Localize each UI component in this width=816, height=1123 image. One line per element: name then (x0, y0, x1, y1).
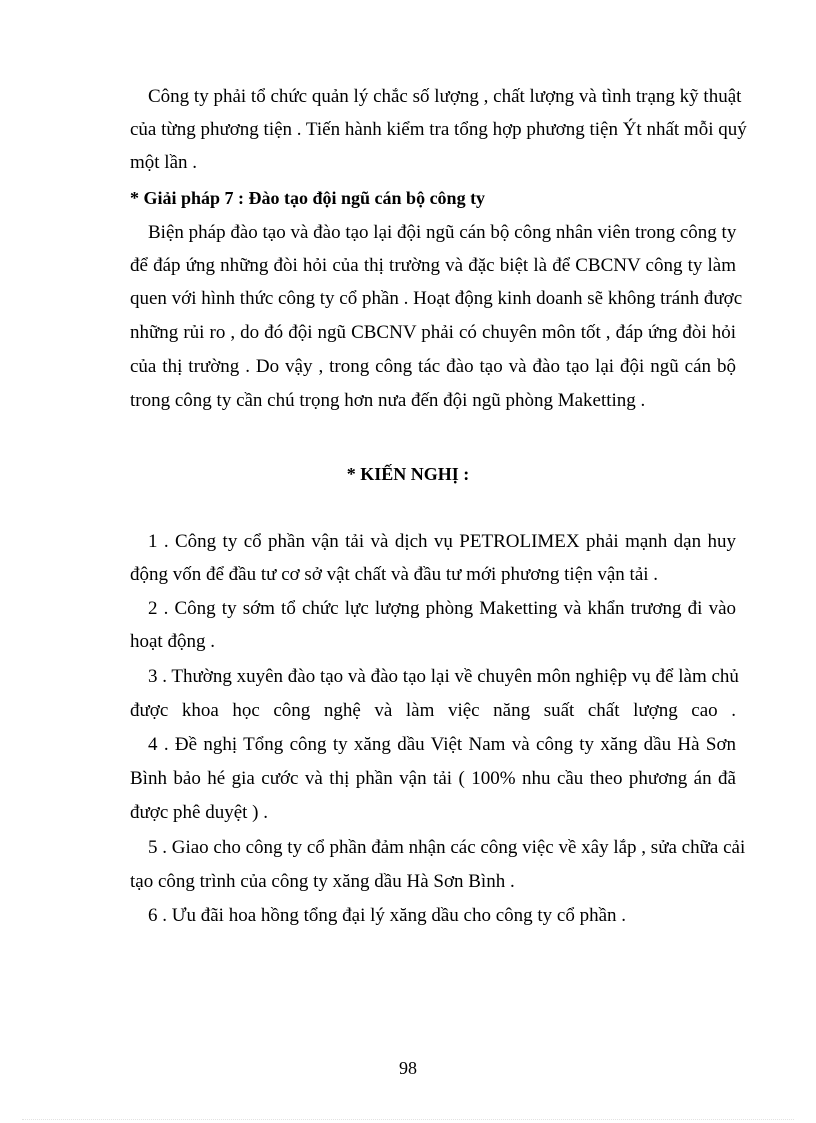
page-bottom-edge (22, 1119, 794, 1120)
recommendation-line: 6 . Ưu đãi hoa hồng tổng đại lý xăng dầu cho công ty cổ phần . (148, 905, 627, 926)
solution-heading: * Giải pháp 7 : Đào tạo đội ngũ cán bộ công ty (130, 188, 486, 208)
paragraph-line: của từng phương tiện . Tiến hành kiểm tra tổng hợp phương tiện Ýt nhất mỗi quý (130, 119, 747, 140)
recommendation-line: 5 . Giao cho công ty cổ phần đảm nhận các công việc về xây lắp , sửa chữa cải (148, 837, 746, 858)
recommendation-line: hoạt động . (130, 631, 215, 652)
page-number: 98 (399, 1058, 417, 1078)
paragraph-line: những rủi ro , do đó đội ngũ CBCNV phải có chuyên môn tốt , đáp ứng đòi hỏi (130, 322, 736, 343)
recommendation-line: 4 . Đề nghị Tổng công ty xăng dầu Việt Nam và công ty xăng dầu Hà Sơn (148, 734, 736, 755)
paragraph-line: Công ty phải tổ chức quản lý chắc số lượng , chất lượng và tình trạng kỹ thuật (148, 86, 742, 107)
paragraph-line: Biện pháp đào tạo và đào tạo lại đội ngũ cán bộ công nhân viên trong công ty (148, 222, 737, 243)
recommendation-line: động vốn để đầu tư cơ sở vật chất và đầu tư mới phương tiện vận tải . (130, 564, 659, 585)
recommendation-line: 1 . Công ty cổ phần vận tải và dịch vụ PETROLIMEX phải mạnh dạn huy (148, 531, 736, 552)
recommendation-line: 3 . Thường xuyên đào tạo và đào tạo lại về chuyên môn nghiệp vụ để làm chủ (148, 666, 739, 687)
paragraph-line: để đáp ứng những đòi hỏi của thị trường và đặc biệt là để CBCNV công ty làm (130, 255, 736, 276)
paragraph-line: của thị trường . Do vậy , trong công tác đào tạo và đào tạo lại đội ngũ cán bộ (130, 356, 736, 377)
recommendation-line: Bình bảo hé gia cước và thị phần vận tải ( 100% nhu cầu theo phương án đã (130, 768, 736, 789)
recommendations-heading: * KIẾN NGHỊ : (346, 464, 470, 484)
paragraph-line: quen với hình thức công ty cổ phần . Hoạt động kinh doanh sẽ không tránh được (130, 288, 743, 309)
recommendation-line: được phê duyệt ) . (130, 802, 269, 823)
paragraph-line: một lần . (130, 152, 198, 173)
paragraph-line: trong công ty cần chú trọng hơn nưa đến đội ngũ phòng Maketting . (130, 390, 646, 411)
recommendation-line: tạo công trình của công ty xăng dầu Hà Sơn Bình . (130, 871, 515, 892)
recommendation-line: được khoa học công nghệ và làm việc năng suất chất lượng cao . (130, 700, 736, 721)
recommendation-line: 2 . Công ty sớm tổ chức lực lượng phòng Maketting và khẩn trương đi vào (148, 598, 736, 619)
